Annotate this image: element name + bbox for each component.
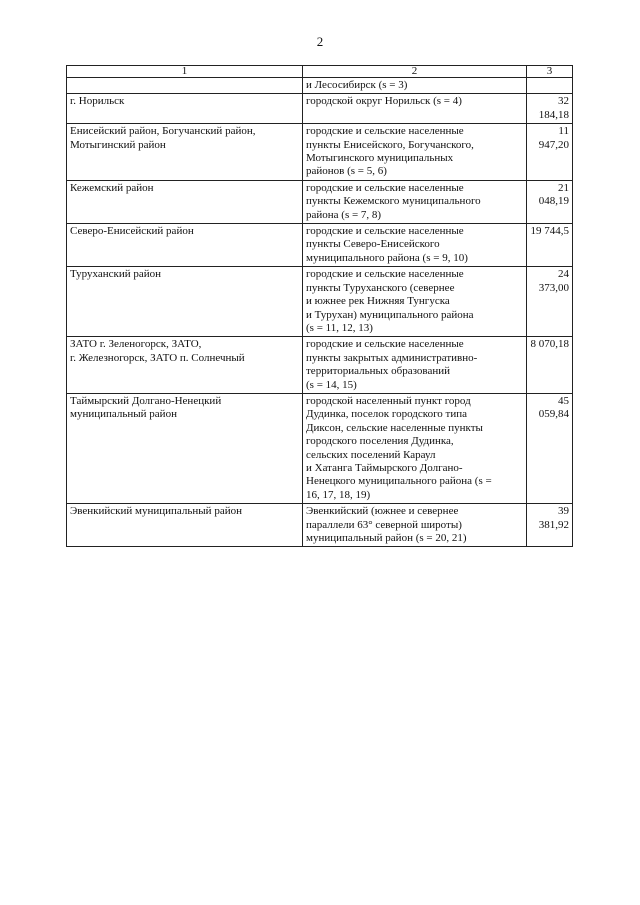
value-cell: 19 744,5 (527, 224, 573, 267)
value-cell: 45 059,84 (527, 393, 573, 503)
data-table (66, 65, 573, 547)
district-cell: Эвенкийский муниципальный район (67, 504, 303, 547)
district-cell: Туруханский район (67, 267, 303, 337)
settlements-cell: городской населенный пункт город Дудинка, поселок городского типа Диксон, сельские населенные пункты городского поселения Дудинка, сельских поселений Караул и Хатанга Таймырского Долгано- Ненецкого муниципального района (s = 16, 17, 18, 19) (303, 393, 527, 503)
district-cell: ЗАТО г. Зеленогорск, ЗАТО, г. Железногорск, ЗАТО п. Солнечный (67, 337, 303, 394)
value-cell: 21 048,19 (527, 180, 573, 223)
settlements-cell: и Лесосибирск (s = 3) (303, 78, 527, 94)
table-header-row (67, 66, 573, 78)
table-row (67, 337, 573, 394)
column-header-2: 2 (303, 66, 527, 78)
value-cell (527, 78, 573, 94)
column-header-1: 1 (67, 66, 303, 78)
settlements-cell: Эвенкийский (южнее и севернее параллели 63° северной широты) муниципальный район (s = 20, 21) (303, 504, 527, 547)
table-row (67, 180, 573, 223)
table-row (67, 504, 573, 547)
district-cell: Таймырский Долгано-Ненецкий муниципальный район (67, 393, 303, 503)
table-row (67, 94, 573, 124)
table-row (67, 78, 573, 94)
district-cell: г. Норильск (67, 94, 303, 124)
column-header-3: 3 (527, 66, 573, 78)
settlements-cell: городские и сельские населенные пункты Северо-Енисейского муниципального района (s = 9, 10) (303, 224, 527, 267)
settlements-cell: городские и сельские населенные пункты закрытых административно- территориальных образований (s = 14, 15) (303, 337, 527, 394)
value-cell: 11 947,20 (527, 124, 573, 181)
value-cell: 8 070,18 (527, 337, 573, 394)
settlements-cell: городской округ Норильск (s = 4) (303, 94, 527, 124)
district-cell: Северо-Енисейский район (67, 224, 303, 267)
settlements-cell: городские и сельские населенные пункты Туруханского (севернее и южнее рек Нижняя Тунгуска и Турухан) муниципального района (s = 11, 12, 13) (303, 267, 527, 337)
table-row (67, 124, 573, 181)
table-row (67, 393, 573, 503)
page-number: 2 (316, 34, 324, 49)
settlements-cell: городские и сельские населенные пункты Енисейского, Богучанского, Мотыгинского муниципальных районов (s = 5, 6) (303, 124, 527, 181)
settlements-cell: городские и сельские населенные пункты Кежемского муниципального района (s = 7, 8) (303, 180, 527, 223)
district-cell (67, 78, 303, 94)
table-row (67, 224, 573, 267)
value-cell: 32 184,18 (527, 94, 573, 124)
value-cell: 24 373,00 (527, 267, 573, 337)
district-cell: Кежемский район (67, 180, 303, 223)
value-cell: 39 381,92 (527, 504, 573, 547)
district-cell: Енисейский район, Богучанский район, Мотыгинский район (67, 124, 303, 181)
table-row (67, 267, 573, 337)
